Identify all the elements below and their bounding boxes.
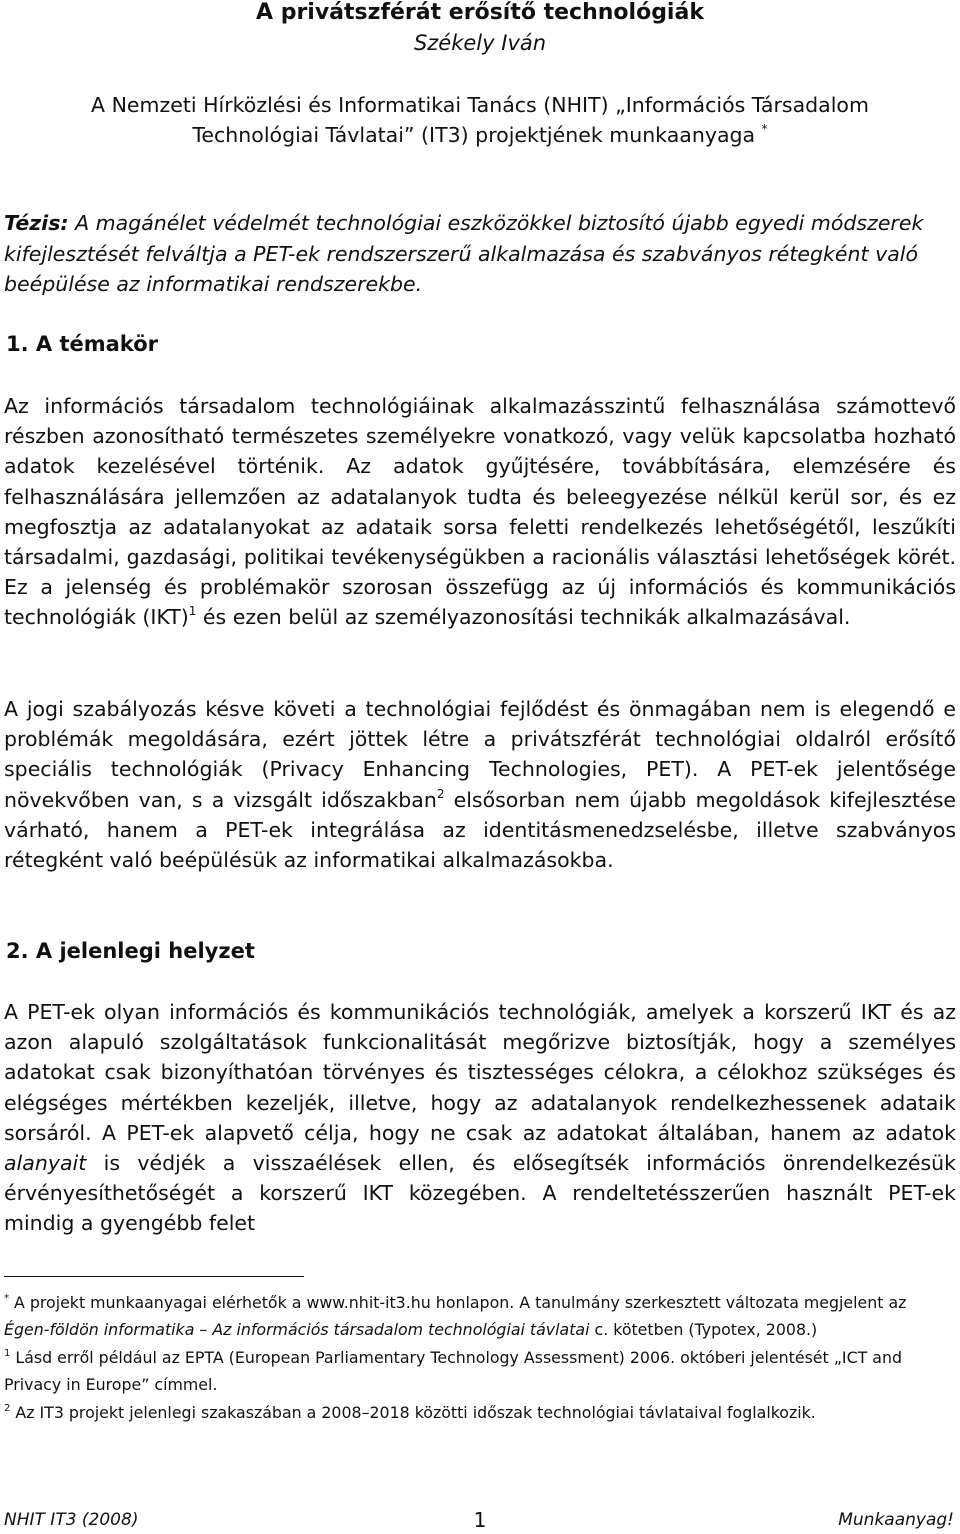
section-1-heading: 1. A témakör	[6, 332, 158, 356]
footnote-1-text: Lásd erről például az EPTA (European Parliamentary Technology Assessment) 2006. októberi jelentését „ICT and Privacy in Europe” címmel.	[4, 1348, 902, 1394]
footnote-2-text: Az IT3 projekt jelenlegi szakaszában a 2008–2018 közötti időszak technológiai távlataival foglalkozik.	[10, 1403, 816, 1423]
footnote-2	[4, 1400, 956, 1427]
footnote-star-text-a: A projekt munkaanyagai elérhetők a www.nhit-it3.hu honlapon. A tanulmány szerkesztett változata megjelent az	[9, 1293, 907, 1312]
footnotes	[4, 1290, 956, 1427]
footnote-ref-1[interactable]: 1	[188, 604, 197, 619]
section-2-paragraph-1	[4, 997, 956, 1239]
footnote-separator	[4, 1276, 304, 1277]
author-name: Székely Iván	[413, 31, 547, 55]
footnote-ref-2[interactable]: 2	[436, 786, 445, 801]
section-1-paragraph-2-text-b: elsősorban nem újabb megoldások kifejlesztése várható, hanem a PET-ek integrálása az identitásmenedzselésbe, illetve szabványos rétegként való beépülésük az informatikai alkalmazásokba.	[4, 787, 956, 873]
section-1-paragraph-1-text-a: Az információs társadalom technológiáinak alkalmazásszintű felhasználása számottevő részben azonosítható természetes személyekre vonatkozó, vagy velük kapcsolatba hozható adatok kezelésével történik. Az adatok gyűjtésére, továbbítására, elemzésére és felhasználására jellemzően az adatalanyok tudta és beleegyezése nélkül kerül sor, és ez megfosztja az adatalanyokat az adataik sorsa feletti rendelkezés lehetőségétől, leszűkíti társadalmi, gazdasági, politikai tevékenységükben a racionális választási lehetőségek körét. Ez a jelenség és problémakör szorosan összefügg az új információs és kommunikációs technológiák (IKT)	[4, 394, 956, 630]
thesis-paragraph	[4, 208, 956, 300]
subtitle-line-2-text: Technológiai Távlatai” (IT3) projektjének munkaanyaga	[192, 123, 756, 147]
footnote-star-text-b: c. kötetben (Typotex, 2008.)	[589, 1319, 818, 1339]
thesis-text: A magánélet védelmét technológiai eszközökkel biztosító újabb egyedi módszerek kifejlesztését felváltja a PET-ek rendszerszerű alkalmazása és szabványos rétegként való beépülése az informatikai rendszerekbe.	[4, 211, 924, 296]
footnote-star-mark: *	[4, 1293, 9, 1304]
section-1-paragraph-2	[4, 694, 956, 875]
page-number: 1	[473, 1508, 487, 1532]
footnote-star-book-title: Égen-földön informatika – Az információs társadalom technológiai távlatai	[4, 1319, 590, 1339]
section-1-paragraph-1-text-b: és ezen belül az személyazonosítási technikák alkalmazásával.	[196, 605, 851, 630]
subtitle-footnote-mark[interactable]: *	[761, 122, 768, 136]
section-2-heading: 2. A jelenlegi helyzet	[6, 939, 255, 963]
footnote-1-mark: 1	[4, 1348, 11, 1360]
footnote-2-mark: 2	[4, 1403, 11, 1415]
section-2-paragraph-1-text-a: A PET-ek olyan információs és kommunikációs technológiák, amelyek a korszerű IKT és az azon alapuló szolgáltatások funkcionalitását megőrizve biztosítják, hogy a személyes adatokat csak bizonyíthatóan törvényes és tisztességes célokra, a célokhoz szükséges és elégséges mértékben kezeljék, illetve, hogy az adatalanyok rendelkezhessenek adataik sorsáról. A PET-ek alapvető célja, hogy ne csak az adatokat általában, hanem az adatok	[4, 1000, 956, 1145]
page-footer	[0, 1506, 960, 1534]
footnote-star	[4, 1290, 956, 1343]
subtitle-line-2	[0, 120, 960, 150]
section-1-paragraph-2-text-a: A jogi szabályozás késve követi a technológiai fejlődést és önmagában nem is elegendő e problémák megoldására, ezért jöttek létre a privátszférát technológiai oldalról erősítő speciális technológiák (Privacy Enhancing Technologies, PET). A PET-ek jelentősége növekvőben van, s a vizsgált időszakban	[4, 697, 956, 812]
document-title: A privátszférát erősítő technológiák	[256, 0, 704, 25]
thesis-label: Tézis:	[4, 211, 69, 235]
section-1-paragraph-1	[4, 391, 956, 633]
section-2-paragraph-1-text-b: is védjék a visszaélések ellen, és elősegítsék információs önrendelkezésük érvényesíthetőségét a korszerű IKT közegében. A rendeltetésszerűen használt PET-ek mindig a gyengébb felet	[4, 1151, 956, 1236]
document-subtitle	[0, 90, 960, 150]
section-2-italic-word: alanyait	[4, 1151, 87, 1176]
subtitle-line-1: A Nemzeti Hírközlési és Informatikai Tanács (NHIT) „Információs Társadalom	[91, 93, 869, 117]
footer-left: NHIT IT3 (2008)	[4, 1510, 139, 1530]
footnote-1	[4, 1345, 956, 1398]
footer-right: Munkaanyag!	[838, 1510, 954, 1530]
